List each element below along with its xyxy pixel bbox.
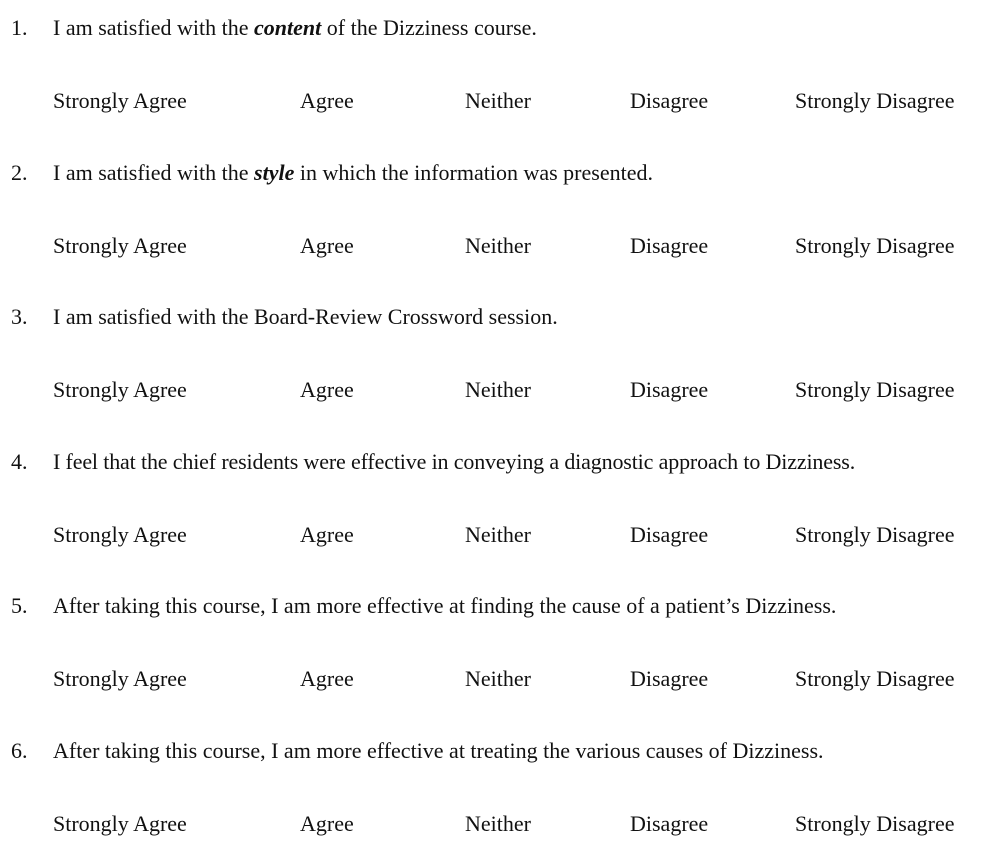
survey-question-6 (0, 723, 1000, 867)
survey-question-5 (0, 578, 1000, 722)
option-neither[interactable]: Neither (465, 233, 531, 258)
option-strongly-agree[interactable]: Strongly Agree (53, 811, 187, 836)
rating-scale (0, 665, 1000, 693)
question-number: 3. (11, 304, 28, 329)
option-strongly-agree[interactable]: Strongly Agree (53, 233, 187, 258)
option-strongly-disagree[interactable]: Strongly Disagree (795, 88, 955, 113)
option-strongly-disagree[interactable]: Strongly Disagree (795, 377, 955, 402)
option-neither[interactable]: Neither (465, 666, 531, 691)
survey-question-2 (0, 145, 1000, 289)
option-strongly-agree[interactable]: Strongly Agree (53, 88, 187, 113)
rating-scale (0, 376, 1000, 404)
question-number: 4. (11, 449, 28, 474)
question-text: After taking this course, I am more effective at finding the cause of a patient’s Dizziness. (53, 593, 837, 618)
option-disagree[interactable]: Disagree (630, 522, 709, 547)
option-neither[interactable]: Neither (465, 522, 531, 547)
option-disagree[interactable]: Disagree (630, 666, 709, 691)
option-disagree[interactable]: Disagree (630, 811, 709, 836)
rating-scale (0, 810, 1000, 838)
survey-question-3 (0, 289, 1000, 433)
rating-scale (0, 521, 1000, 549)
question-text: I feel that the chief residents were effective in conveying a diagnostic approach to Dizziness. (53, 449, 856, 474)
option-agree[interactable]: Agree (300, 377, 354, 402)
rating-scale (0, 232, 1000, 260)
option-agree[interactable]: Agree (300, 233, 354, 258)
question-text: After taking this course, I am more effective at treating the various causes of Dizziness. (53, 738, 824, 763)
option-agree[interactable]: Agree (300, 666, 354, 691)
option-strongly-agree[interactable]: Strongly Agree (53, 666, 187, 691)
question-number: 5. (11, 593, 28, 618)
option-agree[interactable]: Agree (300, 522, 354, 547)
option-agree[interactable]: Agree (300, 811, 354, 836)
option-strongly-disagree[interactable]: Strongly Disagree (795, 522, 955, 547)
question-number: 1. (11, 15, 28, 40)
option-strongly-disagree[interactable]: Strongly Disagree (795, 666, 955, 691)
option-strongly-disagree[interactable]: Strongly Disagree (795, 811, 955, 836)
question-text: I am satisfied with the style in which the information was presented. (53, 160, 653, 185)
survey-question-4 (0, 434, 1000, 578)
option-neither[interactable]: Neither (465, 88, 531, 113)
option-neither[interactable]: Neither (465, 377, 531, 402)
question-emphasis: content (254, 15, 322, 40)
option-strongly-disagree[interactable]: Strongly Disagree (795, 233, 955, 258)
question-emphasis: style (254, 160, 295, 185)
rating-scale (0, 87, 1000, 115)
option-agree[interactable]: Agree (300, 88, 354, 113)
option-strongly-agree[interactable]: Strongly Agree (53, 522, 187, 547)
question-text: I am satisfied with the Board-Review Crossword session. (53, 304, 558, 329)
option-disagree[interactable]: Disagree (630, 233, 709, 258)
question-number: 2. (11, 160, 28, 185)
option-disagree[interactable]: Disagree (630, 88, 709, 113)
question-number: 6. (11, 738, 28, 763)
question-text: I am satisfied with the content of the Dizziness course. (53, 15, 537, 40)
survey-question-1 (0, 0, 1000, 144)
option-neither[interactable]: Neither (465, 811, 531, 836)
option-disagree[interactable]: Disagree (630, 377, 709, 402)
option-strongly-agree[interactable]: Strongly Agree (53, 377, 187, 402)
